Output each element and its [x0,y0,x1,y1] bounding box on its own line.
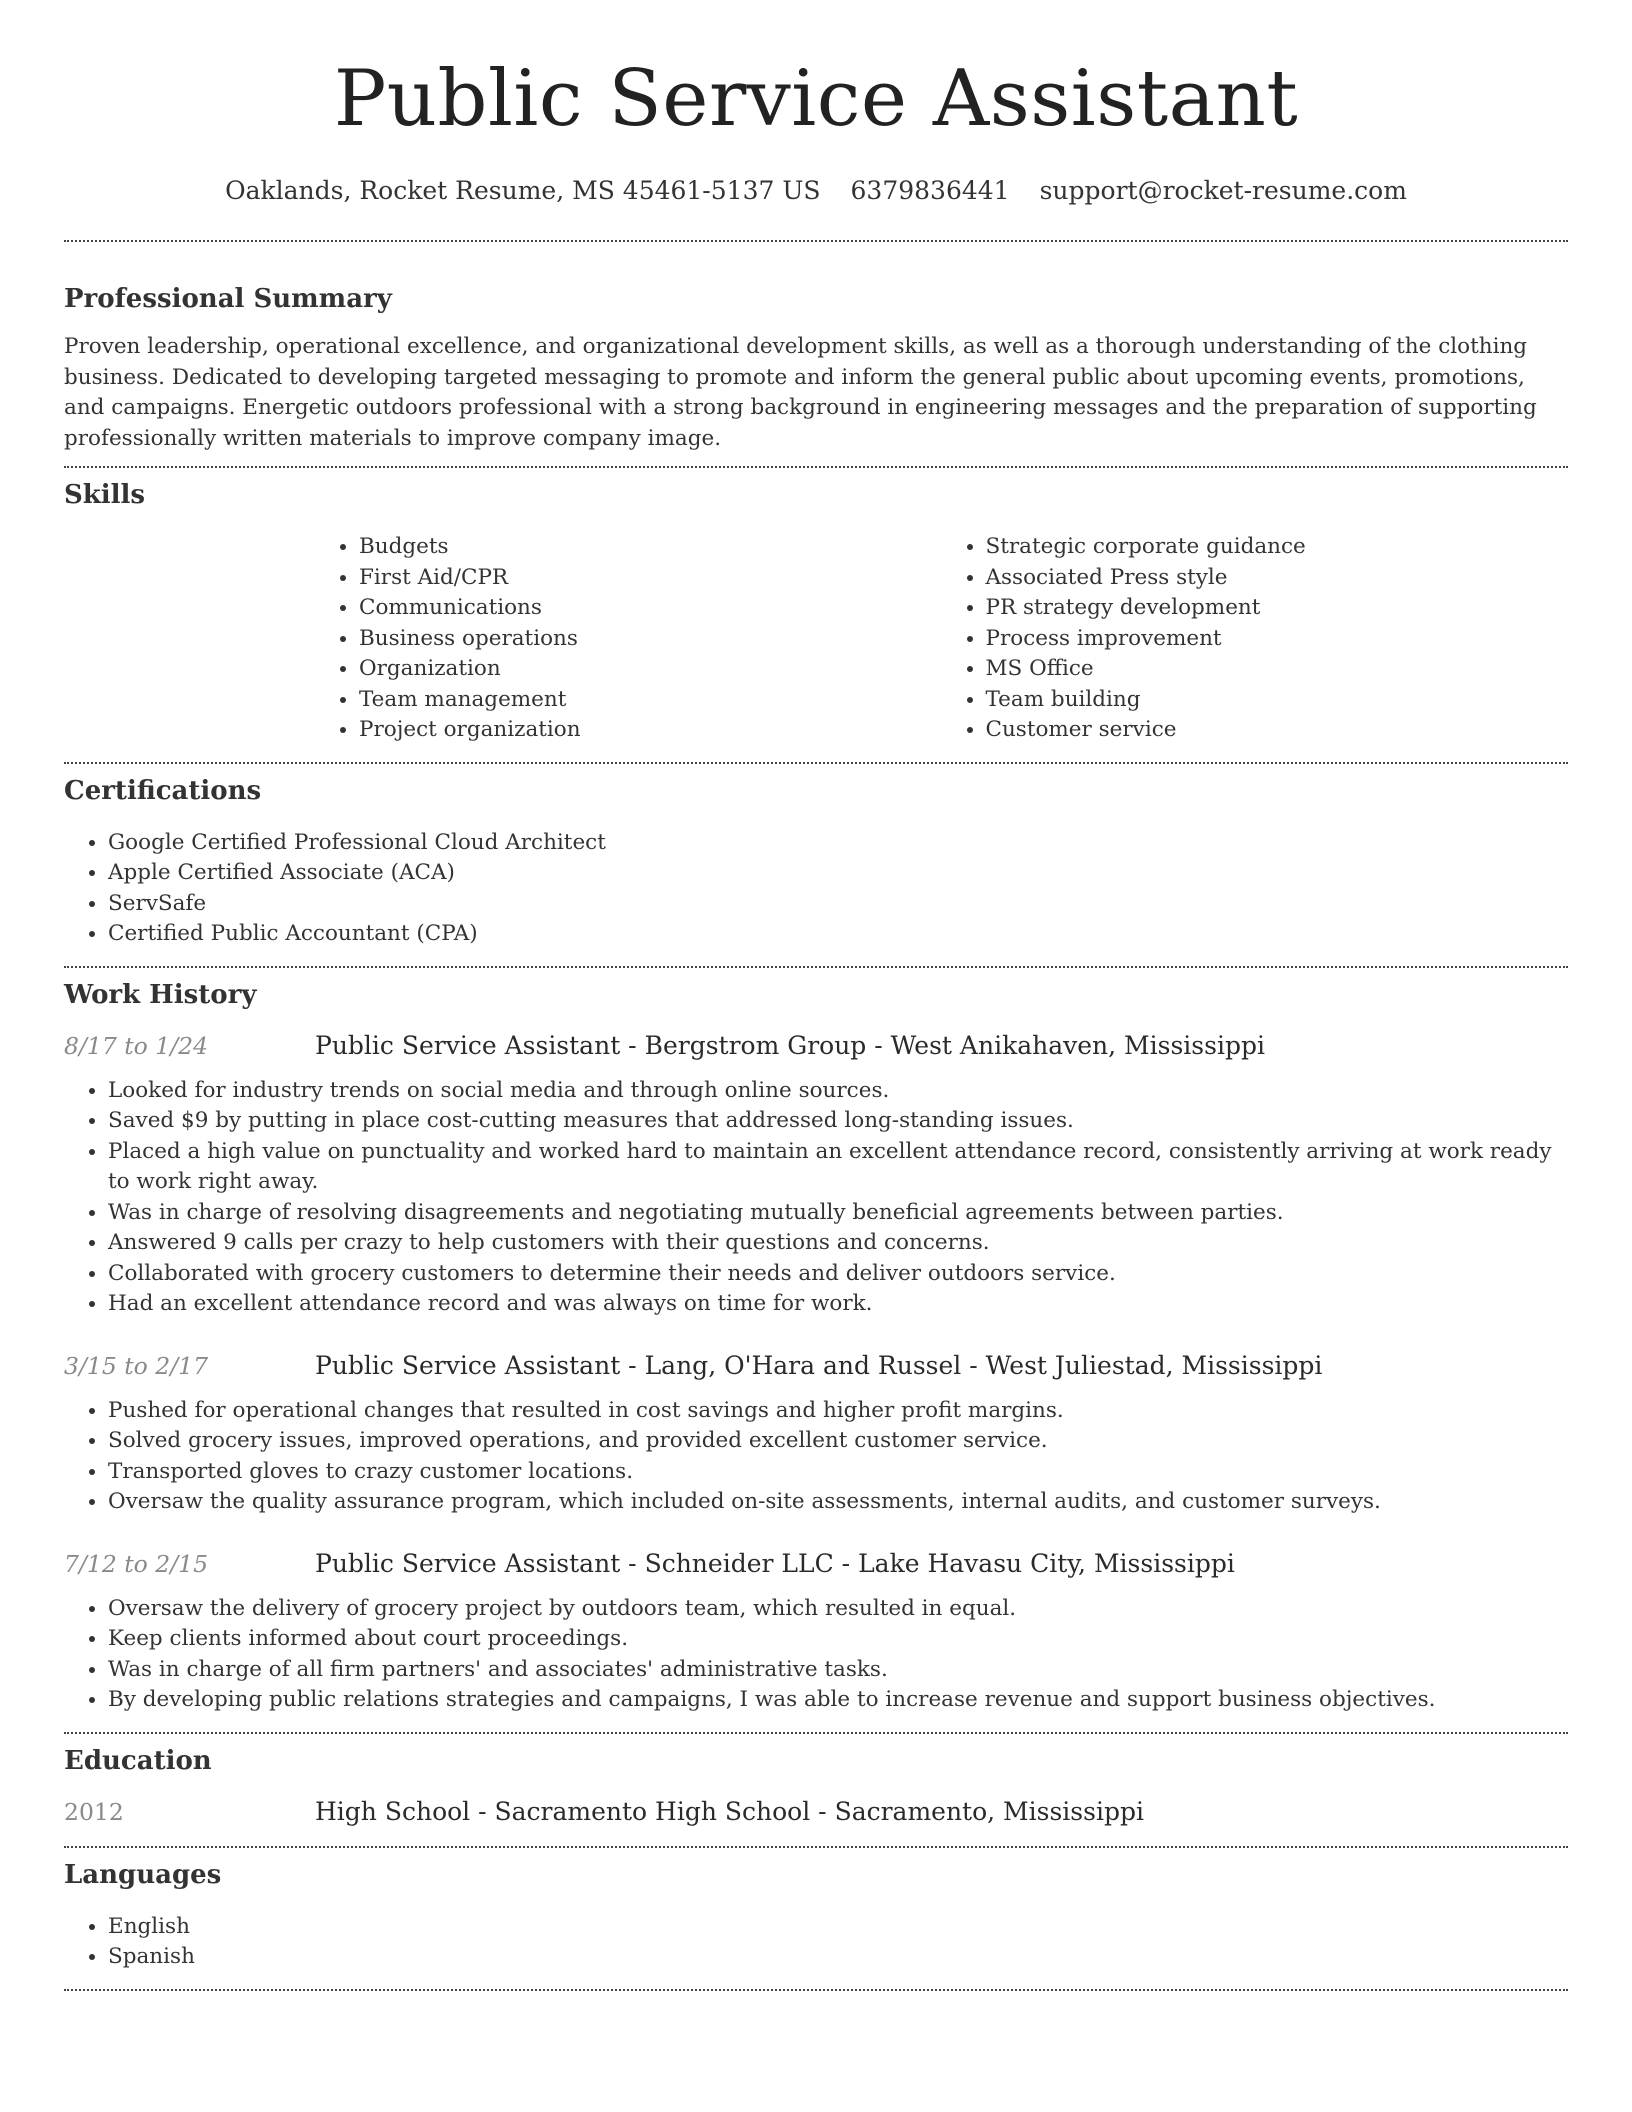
job-entry [64,1030,1568,1320]
section-title-skills: Skills [64,480,146,510]
language-item: • Spanish [108,1942,1568,1973]
summary-section [64,242,1568,454]
job-entry [64,1548,1568,1716]
job-dates: 7/12 to 2/15 [64,1549,209,1578]
job-bullets [64,1076,1568,1320]
skill-item: • Team building [986,685,1569,716]
job-bullet: • Was in charge of resolving disagreements and negotiating mutually beneficial agreements between parties. [108,1198,1568,1229]
skill-item: • MS Office [986,654,1569,685]
certifications-list [64,828,1568,950]
skill-item: • Project organization [359,715,942,746]
skill-item: • Organization [359,654,942,685]
resume-header [64,0,1568,208]
job-bullet: • Solved grocery issues, improved operations, and provided excellent customer service. [108,1426,1568,1457]
job-bullets [64,1396,1568,1518]
skill-item: • First Aid/CPR [359,563,942,594]
job-title: Public Service Assistant - Lang, O'Hara and Russel - West Juliestad, Mississippi [315,1350,1323,1380]
job-bullet: • Answered 9 calls per crazy to help customers with their questions and concerns. [108,1228,1568,1259]
job-bullet: • Was in charge of all firm partners' and associates' administrative tasks. [108,1655,1568,1686]
job-bullets [64,1594,1568,1716]
certification-item: • Certified Public Accountant (CPA) [108,919,1568,950]
languages-list [64,1912,1568,1973]
skill-item: • Communications [359,593,942,624]
languages-section [64,1848,1568,1973]
job-bullet: • Placed a high value on punctuality and worked hard to maintain an excellent attendance record, consistently arriving at work ready to work right away. [108,1137,1568,1198]
resume-page [64,0,1568,1991]
skill-item: • PR strategy development [986,593,1569,624]
job-bullet: • Looked for industry trends on social media and through online sources. [108,1076,1568,1107]
job-bullet: • Oversaw the quality assurance program, which included on-site assessments, internal audits, and customer surveys. [108,1487,1568,1518]
contact-email: support@rocket-resume.com [1039,176,1407,205]
certifications-section [64,764,1568,950]
contact-phone: 6379836441 [850,176,1010,205]
job-bullet: • Collaborated with grocery customers to determine their needs and deliver outdoors service. [108,1259,1568,1290]
education-year: 2012 [64,1797,124,1826]
education-section [64,1734,1568,1828]
section-title-summary: Professional Summary [64,284,392,314]
divider [64,1989,1568,1991]
skill-item: • Customer service [986,715,1569,746]
skill-item: • Strategic corporate guidance [986,532,1569,563]
certification-item: • ServSafe [108,889,1568,920]
education-title: High School - Sacramento High School - Sacramento, Mississippi [315,1796,1144,1826]
job-bullet: • Transported gloves to crazy customer locations. [108,1457,1568,1488]
candidate-name: Public Service Assistant [333,54,1299,144]
job-bullet: • By developing public relations strategies and campaigns, I was able to increase revenue and support business objectives. [108,1685,1568,1716]
language-item: • English [108,1912,1568,1943]
skill-item: • Associated Press style [986,563,1569,594]
skill-item: • Team management [359,685,942,716]
skills-list-right [942,532,1569,746]
job-bullet: • Oversaw the delivery of grocery project by outdoors team, which resulted in equal. [108,1594,1568,1625]
job-bullet: • Saved $9 by putting in place cost-cutting measures that addressed long-standing issues. [108,1106,1568,1137]
skills-section [64,468,1568,746]
contact-address: Oaklands, Rocket Resume, MS 45461-5137 US [225,176,821,205]
certification-item: • Apple Certified Associate (ACA) [108,858,1568,889]
section-title-work-history: Work History [64,979,257,1010]
work-history-section [64,968,1568,1716]
job-bullet: • Had an excellent attendance record and was always on time for work. [108,1289,1568,1320]
job-bullet: • Pushed for operational changes that resulted in cost savings and higher profit margins. [108,1396,1568,1427]
skills-columns [315,532,1568,746]
education-entry [64,1796,1568,1828]
section-title-education: Education [64,1745,212,1776]
skills-list-left [315,532,942,746]
skill-item: • Process improvement [986,624,1569,655]
job-title: Public Service Assistant - Schneider LLC - Lake Havasu City, Mississippi [315,1548,1235,1578]
summary-text: Proven leadership, operational excellence, and organizational development skills, as well as a thorough understanding of the clothing business. Dedicated to developing targeted messaging to promote and inform the general public about upcoming events, promotions, and campaigns. Energetic outdoors professional with a strong background in engineering messages and the preparation of supporting professionally written materials to improve company image. [64,334,1537,451]
certification-item: • Google Certified Professional Cloud Architect [108,828,1568,859]
skill-item: • Business operations [359,624,942,655]
skill-item: • Budgets [359,532,942,563]
job-bullet: • Keep clients informed about court proceedings. [108,1624,1568,1655]
contact-line [64,174,1568,208]
job-entry [64,1350,1568,1518]
job-dates: 8/17 to 1/24 [64,1031,209,1060]
job-title: Public Service Assistant - Bergstrom Group - West Anikahaven, Mississippi [315,1030,1265,1060]
job-dates: 3/15 to 2/17 [64,1351,209,1380]
section-title-certifications: Certifications [64,775,262,806]
section-title-languages: Languages [64,1859,222,1890]
